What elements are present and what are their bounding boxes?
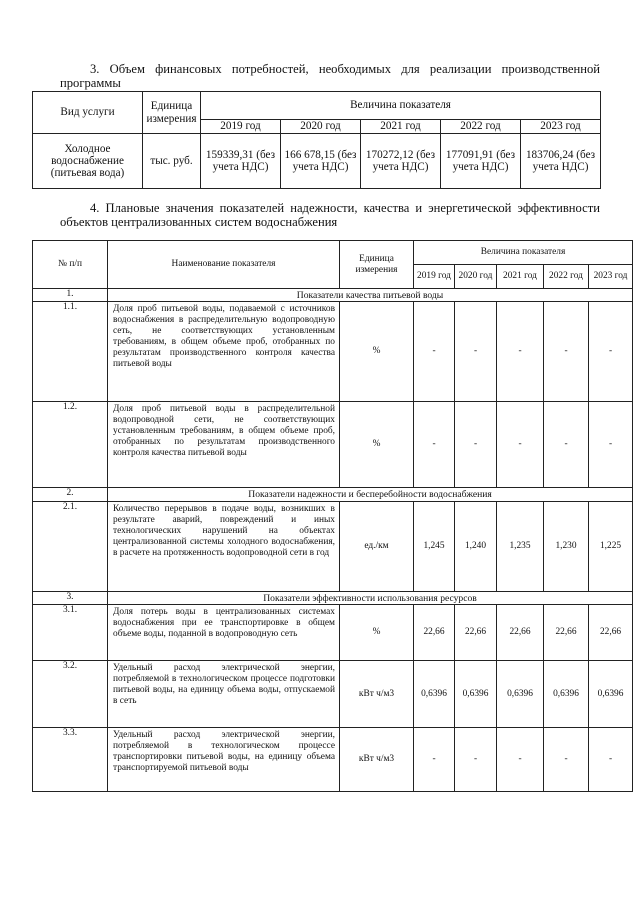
header-unit: Единица измерения [340,241,414,289]
row-value: 0,6396 [497,661,544,728]
row-value: - [455,728,497,792]
row-value: 22,66 [497,605,544,661]
table-row [33,661,633,728]
row-value: 0,6396 [414,661,455,728]
header-service: Вид услуги [33,92,143,134]
section-4-heading-line1: 4. Плановые значения показателей надежности, качества и энергетической эффективности [90,201,600,215]
row-value: - [455,402,497,488]
section-num: 3. [33,592,108,605]
section-row [33,488,633,502]
value-cell: 177091,91 (без учета НДС) [441,134,521,189]
row-num: 1.1. [33,302,108,402]
unit-cell: тыс. руб. [143,134,201,189]
header-unit: Единица измерения [143,92,201,134]
row-value: 1,240 [455,502,497,592]
header-year: 2023 год [589,265,633,289]
header-value: Величина показателя [414,241,633,265]
header-year: 2019 год [201,120,281,134]
header-value: Величина показателя [201,92,601,120]
header-year: 2021 год [361,120,441,134]
row-unit: кВт ч/м3 [340,728,414,792]
header-year: 2022 год [441,120,521,134]
header-year: 2023 год [521,120,601,134]
row-num: 1.2. [33,402,108,488]
section-title: Показатели надежности и бесперебойности водоснабжения [108,488,633,502]
row-value: - [544,402,589,488]
row-value: 22,66 [589,605,633,661]
row-name: Доля проб питьевой воды в распределительной водопроводной сети, не соответствующих установленным требованиям, в общем объеме проб, отобранных по результатам производственного контроля качества питьевой воды [108,402,340,488]
indicators-table [32,240,633,792]
row-value: - [589,402,633,488]
row-name: Доля проб питьевой воды, подаваемой с источников водоснабжения в распределительную водопроводную сеть, не соответствующих установленным требованиям, в общем объеме проб, отобранных по результатам производственного контроля качества питьевой воды [108,302,340,402]
row-num: 3.3. [33,728,108,792]
row-value: - [497,402,544,488]
section-row [33,289,633,302]
row-num: 3.1. [33,605,108,661]
row-value: 1,225 [589,502,633,592]
row-value: 0,6396 [544,661,589,728]
section-title: Показатели эффективности использования ресурсов [108,592,633,605]
section-4-heading [60,201,600,229]
value-cell: 170272,12 (без учета НДС) [361,134,441,189]
header-name: Наименование показателя [108,241,340,289]
row-unit: ед./км [340,502,414,592]
row-value: 0,6396 [455,661,497,728]
section-title: Показатели качества питьевой воды [108,289,633,302]
row-name: Количество перерывов в подаче воды, возникших в результате аварий, повреждений и иных технологических нарушений на объектах централизованной системы холодного водоснабжения, в расчете на протяженность водопроводной сети в год [108,502,340,592]
value-cell: 166 678,15 (без учета НДС) [281,134,361,189]
row-name: Удельный расход электрической энергии, потребляемой в технологическом процессе транспортировки питьевой воды, на единицу объема транспортируемой питьевой воды [108,728,340,792]
service-cell: Холодное водоснабжение (питьевая вода) [33,134,143,189]
row-value: 1,230 [544,502,589,592]
row-value: - [497,728,544,792]
row-value: 22,66 [455,605,497,661]
table-row [33,402,633,488]
row-num: 2.1. [33,502,108,592]
table-row [33,302,633,402]
table-row [33,502,633,592]
row-value: 22,66 [544,605,589,661]
financial-needs-table [32,91,601,189]
value-cell: 183706,24 (без учета НДС) [521,134,601,189]
row-unit: % [340,302,414,402]
section-num: 1. [33,289,108,302]
header-year: 2021 год [497,265,544,289]
header-year: 2022 год [544,265,589,289]
section-3-heading [60,62,600,90]
row-name: Доля потерь воды в централизованных системах водоснабжения при ее транспортировке в общем объеме воды, поданной в водопроводную сеть [108,605,340,661]
row-value: - [497,302,544,402]
value-cell: 159339,31 (без учета НДС) [201,134,281,189]
header-year: 2019 год [414,265,455,289]
section-3-heading-line1: 3. Объем финансовых потребностей, необходимых для реализации производственной [90,62,600,76]
row-value: 1,235 [497,502,544,592]
row-value: - [589,302,633,402]
row-name: Удельный расход электрической энергии, потребляемой в технологическом процессе подготовки питьевой воды, на единицу объема воды, отпускаемой в сеть [108,661,340,728]
section-3-heading-line2: программы [60,76,121,90]
row-value: - [414,302,455,402]
row-unit: % [340,605,414,661]
row-value: 0,6396 [589,661,633,728]
row-value: - [544,302,589,402]
header-year: 2020 год [455,265,497,289]
row-num: 3.2. [33,661,108,728]
header-num: № п/п [33,241,108,289]
row-value: 22,66 [414,605,455,661]
table-row [33,605,633,661]
row-unit: кВт ч/м3 [340,661,414,728]
header-year: 2020 год [281,120,361,134]
table-row [33,134,601,189]
row-unit: % [340,402,414,488]
row-value: - [414,402,455,488]
row-value: 1,245 [414,502,455,592]
section-num: 2. [33,488,108,502]
section-4-heading-line2: объектов централизованных систем водоснабжения [60,215,338,229]
row-value: - [455,302,497,402]
row-value: - [414,728,455,792]
section-row [33,592,633,605]
row-value: - [544,728,589,792]
table-row [33,728,633,792]
row-value: - [589,728,633,792]
